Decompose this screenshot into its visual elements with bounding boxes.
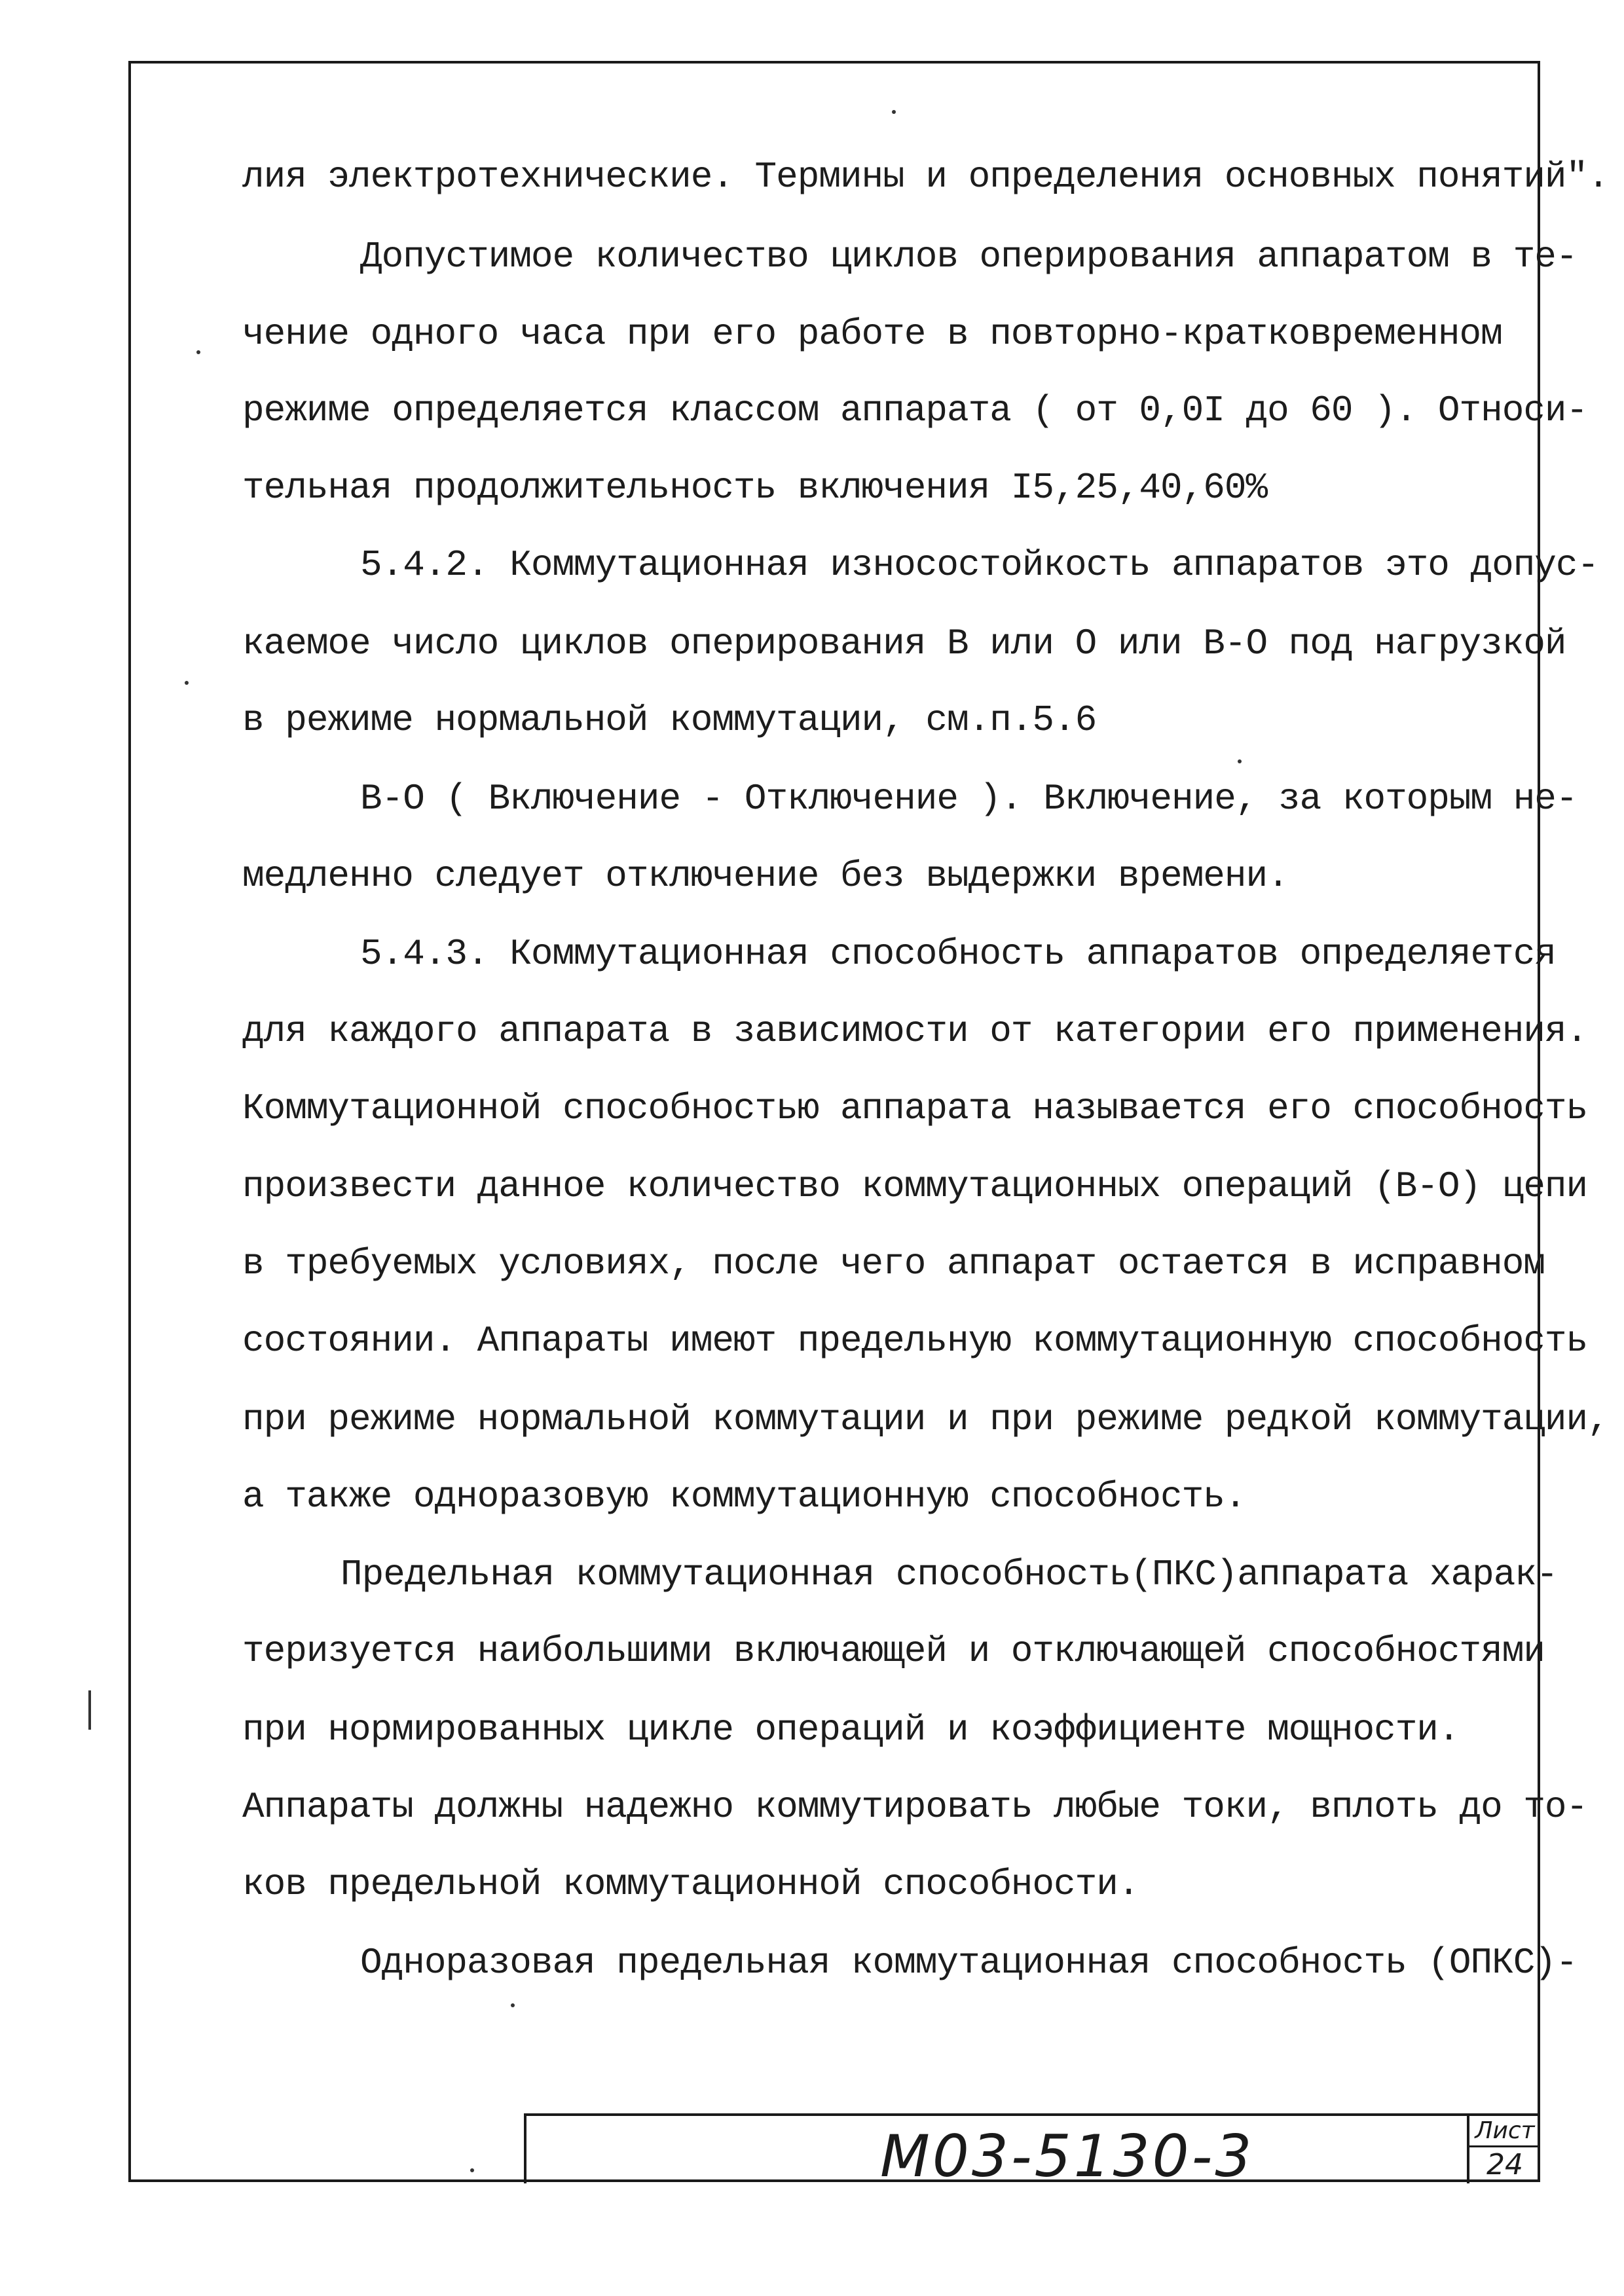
scan-speck: [470, 2168, 474, 2172]
sheet-cell: [1467, 2116, 1540, 2183]
text-line: теризуется наибольшими включающей и отключающей способностями: [242, 1630, 1545, 1672]
text-line: тельная продолжительность включения I5,25,40,60%: [242, 467, 1268, 509]
text-line: Допустимое количество циклов оперирования аппаратом в те-: [360, 236, 1578, 278]
text-line: 5.4.2. Коммутационная износостойкость аппаратов это допус-: [360, 544, 1599, 586]
text-line: каемое число циклов оперирования В или О или В-О под нагрузкой: [242, 623, 1566, 665]
text-line: Коммутационной способностью аппарата называется его способность: [242, 1087, 1588, 1129]
scan-speck: [185, 681, 189, 685]
text-line: режиме определяется классом аппарата ( от 0,0I до 60 ). Относи-: [242, 390, 1588, 431]
document-code: М03-5130-3: [880, 2123, 1255, 2190]
text-line: 5.4.3. Коммутационная способность аппаратов определяется: [360, 933, 1556, 975]
text-line: чение одного часа при его работе в повторно-кратковременном: [242, 313, 1502, 355]
text-line: а также одноразовую коммутационную способность.: [242, 1476, 1246, 1518]
text-line: при режиме нормальной коммутации и при режиме редкой коммутации,: [242, 1398, 1609, 1440]
title-block: [524, 2113, 1540, 2190]
text-line: в режиме нормальной коммутации, см.п.5.6: [242, 699, 1097, 741]
text-line: Одноразовая предельная коммутационная способность (ОПКС)-: [360, 1942, 1578, 1984]
text-line: Аппараты должны надежно коммутировать любые токи, вплоть до то-: [242, 1786, 1588, 1828]
scan-mark: [88, 1690, 91, 1730]
sheet-number: 24: [1486, 2148, 1523, 2181]
text-line: в требуемых условиях, после чего аппарат остается в исправном: [242, 1243, 1545, 1285]
text-line: лия электротехнические. Термины и определения основных понятий".: [242, 156, 1609, 198]
text-line: произвести данное количество коммутационных операций (В-О) цепи: [242, 1165, 1588, 1207]
text-line: В-О ( Включение - Отключение ). Включение, за которым не-: [360, 778, 1578, 820]
scan-speck: [196, 350, 200, 354]
text-line: Предельная коммутационная способность(ПКС)аппарата харак-: [341, 1554, 1558, 1595]
text-line: состоянии. Аппараты имеют предельную коммутационную способность: [242, 1320, 1588, 1362]
text-line: медленно следует отключение без выдержки времени.: [242, 855, 1289, 897]
scan-speck: [511, 2003, 515, 2007]
scan-speck: [892, 110, 896, 114]
text-line: ков предельной коммутационной способности.: [242, 1863, 1139, 1905]
scan-speck: [1238, 759, 1242, 763]
text-line: для каждого аппарата в зависимости от категории его применения.: [242, 1010, 1588, 1052]
text-line: при нормированных цикле операций и коэффициенте мощности.: [242, 1709, 1460, 1751]
sheet-label: Лист: [1469, 2116, 1540, 2147]
